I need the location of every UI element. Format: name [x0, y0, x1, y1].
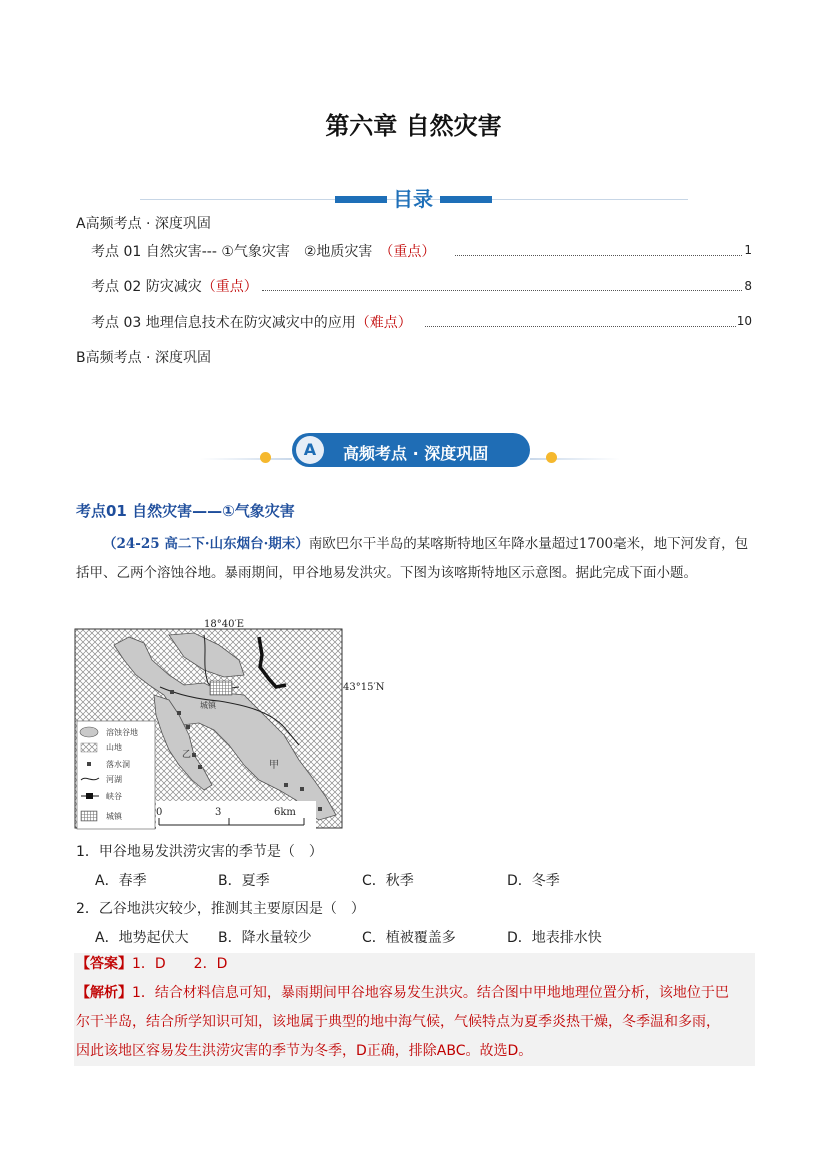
- legend-river: 河湖: [106, 775, 122, 784]
- toc-page-1: 1: [744, 243, 752, 257]
- longitude-label: 18°40′E: [204, 619, 245, 630]
- toc-item-1-tag: （重点）: [386, 244, 436, 260]
- question-2: 2．乙谷地洪灾较少，推测其主要原因是（ ）: [76, 901, 365, 917]
- town-symbol: [210, 681, 232, 695]
- town-label: 城镇: [200, 701, 216, 710]
- place-jia: 甲: [269, 760, 279, 771]
- banner-letter: A: [296, 436, 324, 464]
- scale-6km: 6km: [274, 807, 296, 818]
- banner-line-left: [200, 458, 292, 460]
- legend-sinkhole: 落水洞: [106, 760, 130, 769]
- toc-section-a[interactable]: A高频考点 · 深度巩固: [76, 216, 211, 232]
- toc-item-2[interactable]: [91, 276, 258, 296]
- analysis-label: 【解析】: [76, 985, 132, 1001]
- q2-option-d[interactable]: D．地表排水快: [507, 930, 602, 946]
- q2-option-c[interactable]: C．植被覆盖多: [362, 930, 456, 946]
- q2-option-b[interactable]: B．降水量较少: [218, 930, 312, 946]
- toc-item-3[interactable]: [91, 312, 412, 332]
- toc-item-1-label: 考点 01 自然灾害--- ①气象灾害 ②地质灾害: [91, 244, 387, 260]
- toc-heading: 目录: [393, 187, 433, 211]
- analysis-line-2: 尔干半岛，结合所学知识可知，该地属于典型的地中海气候，气候特点为夏季炎热干燥，冬季温和多雨，: [76, 1014, 720, 1030]
- question-1: 1．甲谷地易发洪涝灾害的季节是（ ）: [76, 844, 323, 860]
- q1-option-d[interactable]: D．冬季: [507, 873, 560, 889]
- karst-map: [74, 615, 346, 831]
- banner-dot-left: [260, 452, 271, 463]
- toc-bar-left: [335, 196, 387, 203]
- toc-page-2: 8: [744, 279, 752, 293]
- q2-option-a[interactable]: A．地势起伏大: [95, 930, 189, 946]
- scale-3: 3: [215, 807, 222, 818]
- answer-line: [76, 950, 227, 979]
- toc-leader-2: [262, 290, 742, 291]
- map-legend: [77, 721, 155, 829]
- toc-section-b[interactable]: B高频考点 · 深度巩固: [76, 350, 211, 366]
- toc-item-1[interactable]: [91, 241, 435, 261]
- section-heading: 考点01 自然灾害——①气象灾害: [76, 502, 295, 520]
- banner-line-right: [530, 458, 620, 460]
- legend-mountain: 山地: [106, 743, 122, 752]
- analysis-block: [76, 979, 756, 1066]
- legend-valley: 溶蚀谷地: [106, 728, 138, 737]
- q1-option-b[interactable]: B．夏季: [218, 873, 270, 889]
- q1-option-c[interactable]: C．秋季: [362, 873, 414, 889]
- answer-label: 【答案】: [76, 956, 132, 972]
- toc-bar-right: [440, 196, 492, 203]
- q1-option-a[interactable]: A．春季: [95, 873, 147, 889]
- legend-gorge: 峡谷: [106, 792, 122, 801]
- intro-text: 南欧巴尔干半岛的某喀斯特地区年降水量超过1700毫米，地下河发育，包括甲、乙两个溶蚀谷地。暴雨期间，甲谷地易发洪灾。下图为该喀斯特地区示意图。据此完成下面小题。: [76, 536, 749, 581]
- analysis-line-1: 1．结合材料信息可知，暴雨期间甲谷地容易发生洪灾。结合图中甲地地理位置分析，该地位于巴: [132, 985, 729, 1001]
- place-yi: 乙: [182, 750, 192, 760]
- legend-town: 城镇: [106, 812, 122, 821]
- answer-text: 1．D 2．D: [132, 956, 228, 972]
- toc-leader-3: [425, 326, 736, 327]
- banner-text: 高频考点 · 深度巩固: [343, 444, 489, 463]
- banner-dot-right: [546, 452, 557, 463]
- toc-page-3: 10: [736, 314, 752, 328]
- question-source: （24-25 高二下·山东烟台·期末）: [103, 536, 309, 552]
- toc-item-2-tag: （重点）: [201, 279, 258, 295]
- analysis-line-3: 因此该地区容易发生洪涝灾害的季节为冬季，D正确，排除ABC。故选D。: [76, 1043, 533, 1059]
- toc-item-2-label: 考点 02 防灾减灾: [91, 279, 202, 295]
- toc-item-3-label: 考点 03 地理信息技术在防灾减灾中的应用: [91, 315, 356, 331]
- toc-item-3-tag: （难点）: [355, 315, 412, 331]
- scale-0: 0: [156, 807, 163, 818]
- page-title: 第六章 自然灾害: [325, 112, 502, 140]
- latitude-label: 43°15′N: [343, 682, 385, 693]
- intro-paragraph: [76, 530, 756, 587]
- toc-leader-1: [455, 255, 742, 256]
- scale-bar: [156, 801, 316, 829]
